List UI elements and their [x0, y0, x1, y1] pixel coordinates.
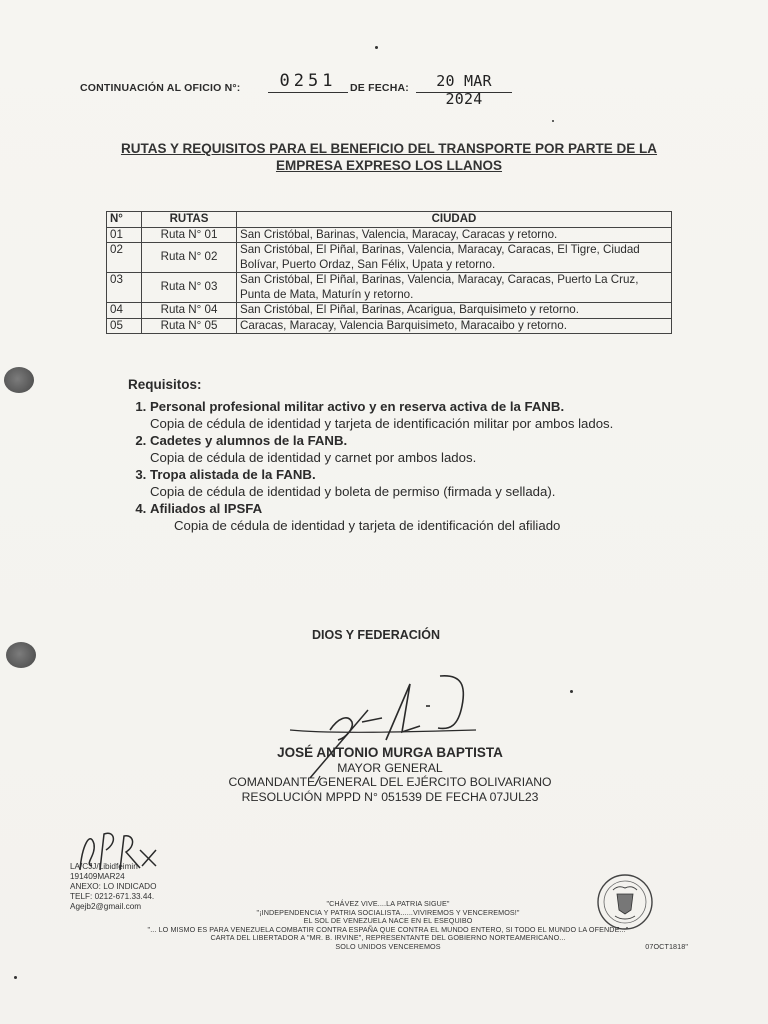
requirement-heading: 1. Personal profesional militar activo y en reserva activa de la FANB.: [150, 399, 565, 414]
oficio-label: CONTINUACIÓN AL OFICIO N°:: [80, 82, 241, 94]
requirements-list: [128, 398, 710, 534]
route-name: Ruta N° 01: [142, 227, 237, 243]
requirement-heading: 4. Afiliados al IPSFA: [150, 501, 263, 516]
email-address: Agejb2@gmail.com: [70, 902, 142, 911]
fecha-label: DE FECHA:: [350, 82, 409, 94]
table-row: [107, 227, 672, 243]
closing-motto: DIOS Y FEDERACIÓN: [312, 628, 441, 642]
attachment-note: ANEXO: LO INDICADO: [70, 882, 157, 891]
signatory-name: JOSÉ ANTONIO MURGA BAPTISTA: [277, 745, 503, 760]
route-name: Ruta N° 04: [142, 303, 237, 319]
requirement-item: [150, 432, 710, 466]
route-number: 01: [107, 227, 142, 243]
signatory-rank: MAYOR GENERAL: [337, 760, 443, 775]
route-name: Ruta N° 02: [142, 243, 237, 273]
requirement-item: [150, 500, 710, 534]
column-header-city: CIUDAD: [237, 212, 672, 228]
oficio-header: [80, 71, 540, 108]
table-row: [107, 318, 672, 334]
speck: [552, 120, 554, 122]
phone-number: TELF: 0212-671.33.44.: [70, 892, 155, 901]
table-row: [107, 303, 672, 319]
requirement-detail: Copia de cédula de identidad y carnet por ambos lados.: [150, 450, 477, 465]
footer-reference: 07OCT1818": [645, 941, 688, 951]
footer-line: CARTA DEL LIBERTADOR A "MR. B. IRVINE", REPRESENTANTE DEL GOBIERNO NORTEAMERICANO...: [210, 933, 566, 943]
requirement-heading: 2. Cadetes y alumnos de la FANB.: [150, 433, 348, 448]
signatory-position: COMANDANTE GENERAL DEL EJÉRCITO BOLIVARIANO: [228, 775, 552, 789]
title-line-1: RUTAS Y REQUISITOS PARA EL BENEFICIO DEL TRANSPORTE POR PARTE DE LA: [120, 141, 658, 156]
table-header-row: [107, 212, 672, 228]
speck: [14, 976, 17, 979]
footer-line: SOLO UNIDOS VENCEREMOS: [335, 941, 441, 951]
route-name: Ruta N° 05: [142, 318, 237, 334]
route-number: 04: [107, 303, 142, 319]
routes-table: [106, 211, 672, 334]
requirement-detail: Copia de cédula de identidad y boleta de permiso (firmada y sellada).: [150, 484, 556, 499]
requirement-item: [150, 398, 710, 432]
requirement-detail: Copia de cédula de identidad y tarjeta de identificación militar por ambos lados.: [150, 416, 614, 431]
route-number: 02: [107, 243, 142, 273]
route-cities: San Cristóbal, Barinas, Valencia, Maracay, Caracas y retorno.: [237, 227, 672, 243]
column-header-number: N°: [107, 212, 142, 228]
initials-line: 191409MAR24: [70, 872, 125, 881]
requirement-heading: 3. Tropa alistada de la FANB.: [150, 467, 316, 482]
document-title: [90, 140, 688, 174]
requirement-detail: Copia de cédula de identidad y tarjeta de identificación del afiliado: [174, 518, 561, 533]
route-cities: San Cristóbal, El Piñal, Barinas, Acarigua, Barquisimeto y retorno.: [237, 303, 672, 319]
signatory-resolution: RESOLUCIÓN MPPD N° 051539 DE FECHA 07JUL23: [241, 789, 539, 804]
table-row: [107, 273, 672, 303]
footer-line: "CHÁVEZ VIVE....LA PATRIA SIGUE": [326, 899, 450, 908]
punch-hole-bottom: [6, 642, 36, 668]
route-number: 05: [107, 318, 142, 334]
title-line-2: EMPRESA EXPRESO LOS LLANOS: [275, 158, 503, 173]
fecha-value: 20 MAR 2024: [416, 72, 512, 93]
requirements-title: Requisitos:: [128, 377, 202, 392]
requirement-item: [150, 466, 710, 500]
signatory-block: [210, 746, 570, 804]
oficio-number: 0251: [268, 72, 348, 93]
route-number: 03: [107, 273, 142, 303]
column-header-route: RUTAS: [142, 212, 237, 228]
table-row: [107, 243, 672, 273]
footer-line: EL SOL DE VENEZUELA NACE EN EL ESEQUIBO: [303, 916, 473, 926]
official-seal-image: [595, 872, 655, 932]
route-name: Ruta N° 03: [142, 273, 237, 303]
route-cities: San Cristóbal, El Piñal, Barinas, Valencia, Maracay, Caracas, Puerto La Cruz, Punta de Mata, Maturín y retorno.: [237, 273, 672, 303]
initials-line: LA/CJJ/Libidfeimin: [70, 862, 138, 871]
speck: [375, 46, 378, 49]
route-cities: Caracas, Maracay, Valencia Barquisimeto, Maracaibo y retorno.: [237, 318, 672, 334]
route-cities: San Cristóbal, El Piñal, Barinas, Valencia, Maracay, Caracas, El Tigre, Ciudad Bolívar, Puerto Ordaz, San Félix, Upata y retorno.: [237, 243, 672, 273]
footer-line: "¡INDEPENDENCIA Y PATRIA SOCIALISTA......VIVIREMOS Y VENCEREMOS!": [256, 907, 520, 917]
footer-line: "... LO MISMO ES PARA VENEZUELA COMBATIR CONTRA ESPAÑA QUE CONTRA EL MUNDO ENTERO, SI TODO EL MUNDO LA OFENDE...": [147, 924, 629, 934]
punch-hole-top: [4, 367, 34, 393]
speck: [570, 690, 573, 693]
